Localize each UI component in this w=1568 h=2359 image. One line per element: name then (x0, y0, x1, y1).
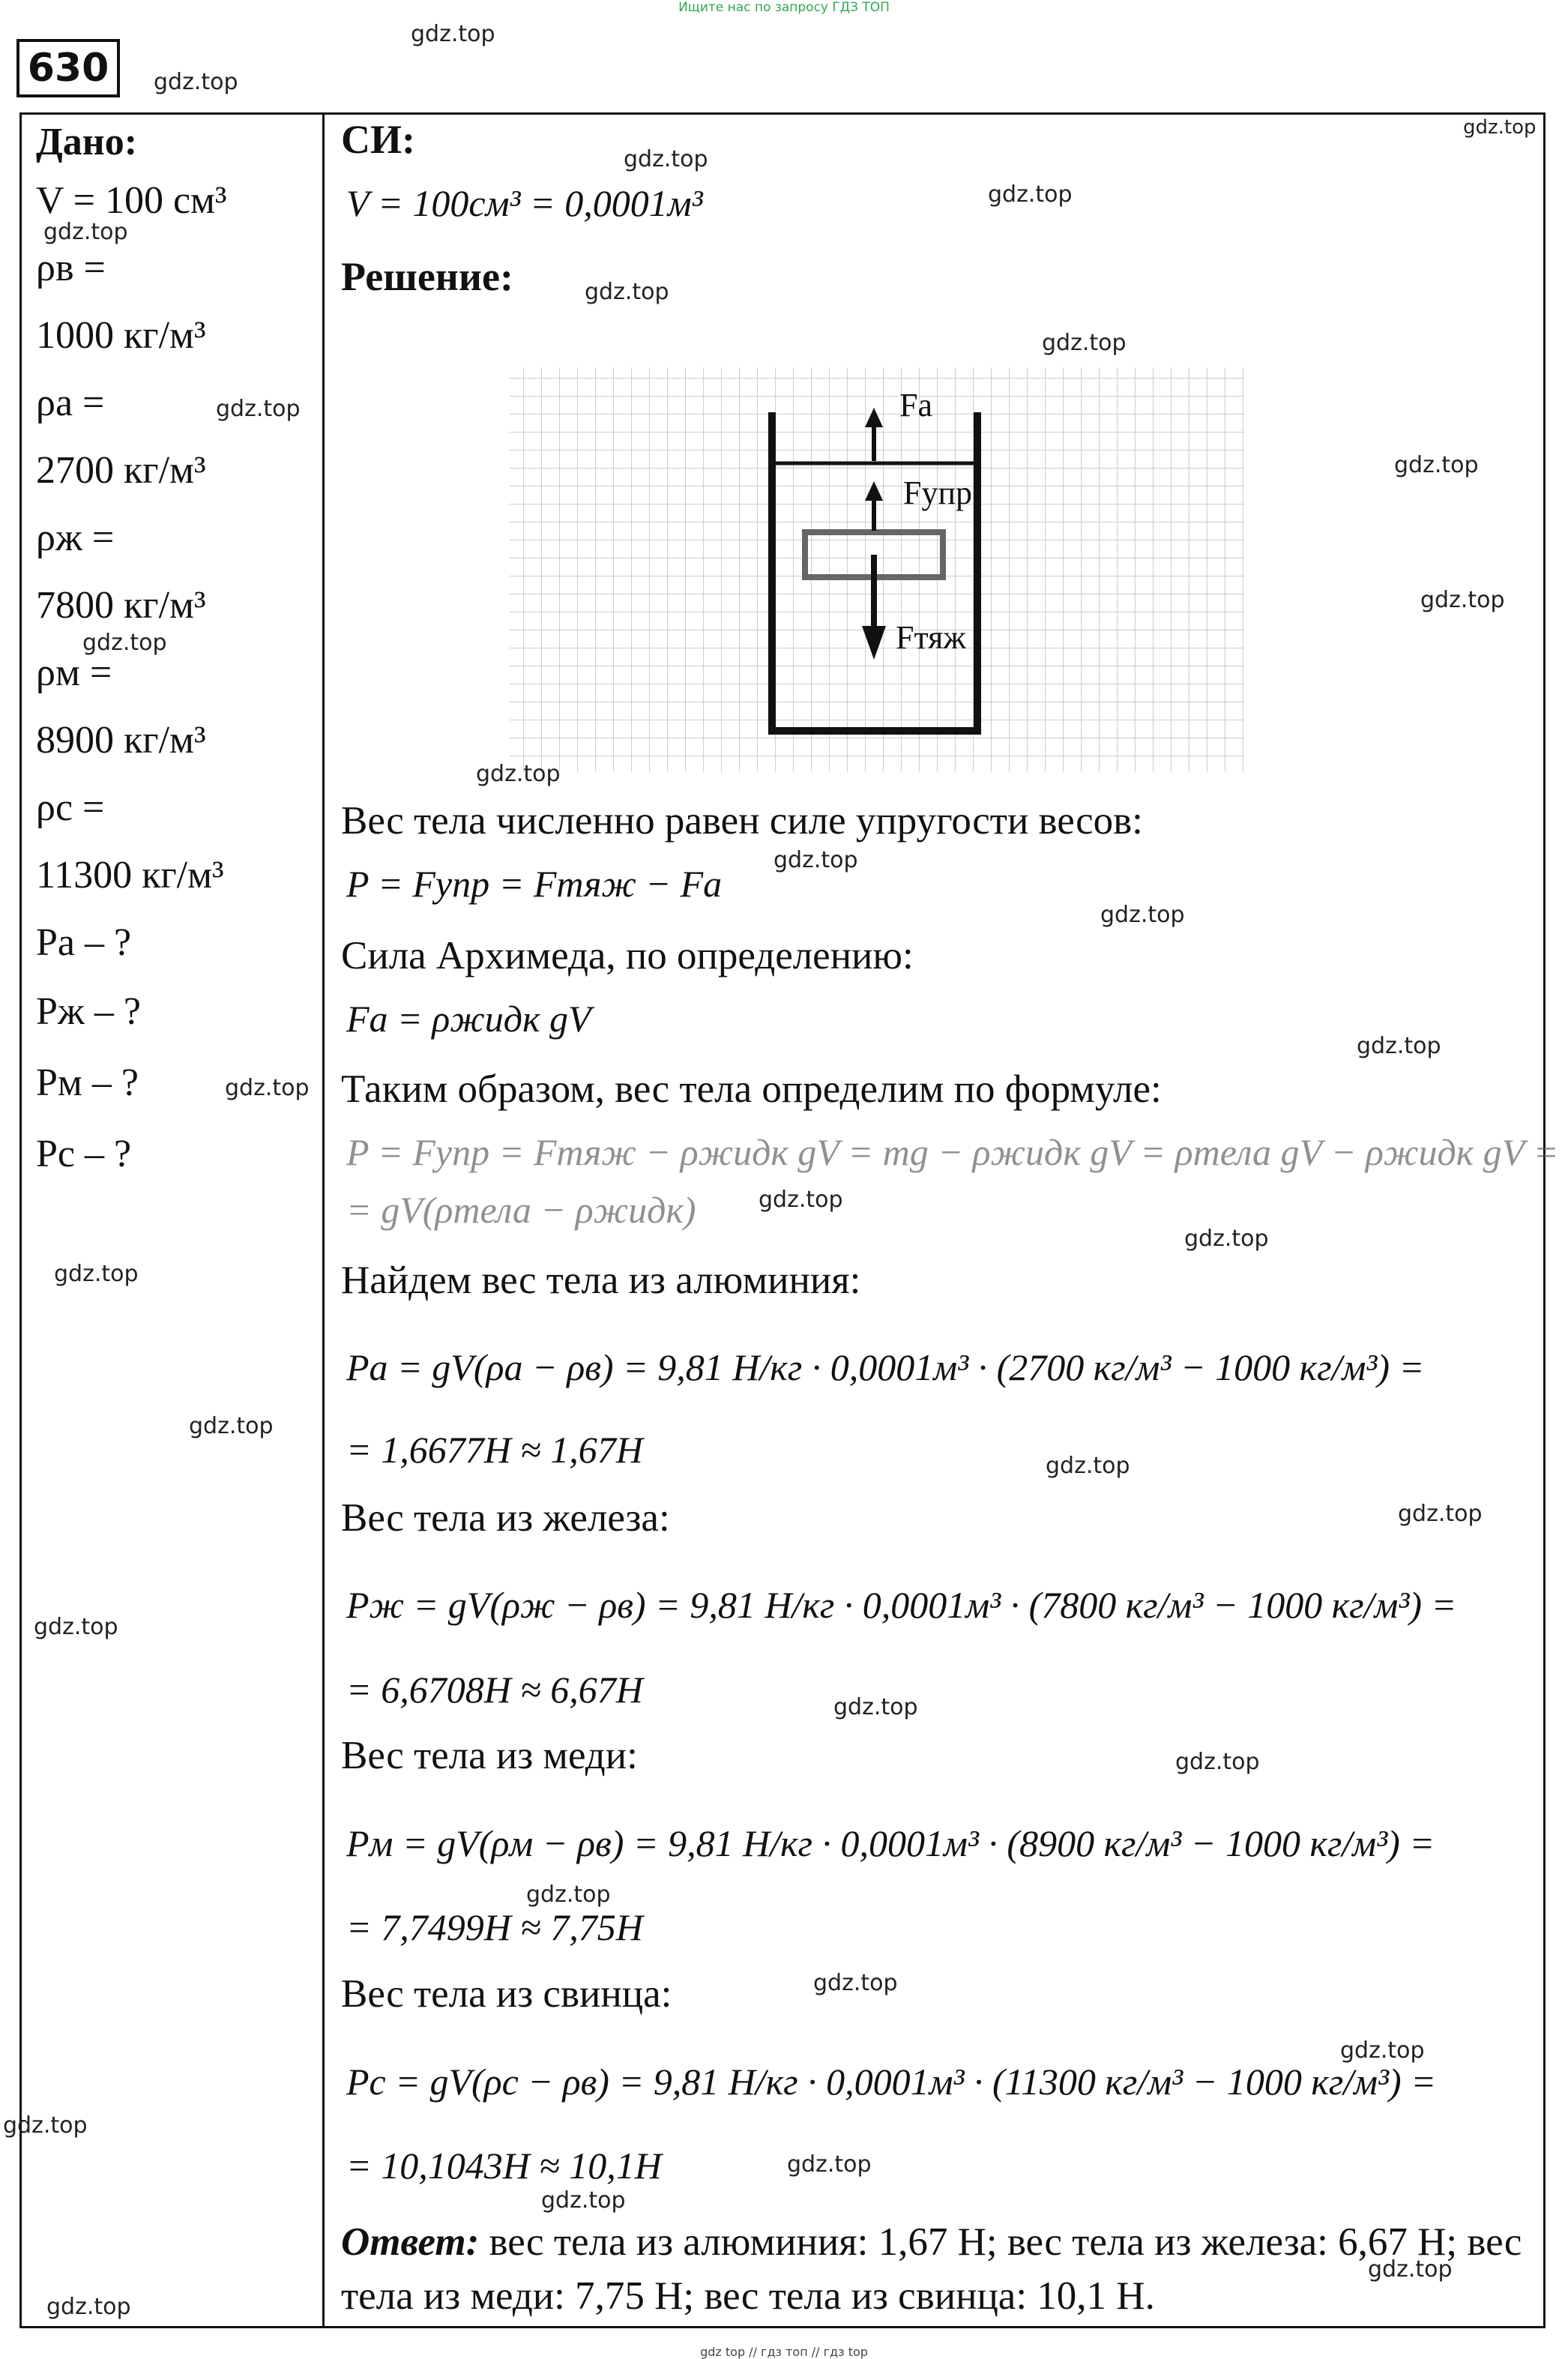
formula: = 6,6708Н ≈ 6,67Н (346, 1669, 643, 1711)
given-line: 7800 кг/м³ (36, 584, 206, 627)
solution-text: Найдем вес тела из алюминия: (341, 1259, 861, 1302)
label-fupr: Fупр (903, 474, 973, 511)
formula: = 7,7499Н ≈ 7,75Н (346, 1906, 643, 1948)
watermark: gdz.top (1420, 587, 1505, 613)
given-line: Pа – ? (36, 921, 132, 964)
top-banner: Ищите нас по запросу ГДЗ ТОП (678, 0, 890, 15)
watermark: gdz.top (1046, 1453, 1130, 1479)
formula: Fа = ρжидк gV (346, 998, 591, 1040)
solution-text: Вес тела из свинца: (341, 1972, 672, 2016)
watermark: gdz.top (1394, 452, 1479, 478)
formula: Pа = gV(ρа − ρв) = 9,81 Н/кг · 0,0001м³ · (2700 кг/м³ − 1000 кг/м³) = (346, 1346, 1425, 1388)
given-line: 2700 кг/м³ (36, 449, 206, 492)
problem-number: 630 (16, 39, 120, 97)
given-line: Pм – ? (36, 1061, 139, 1104)
watermark: gdz.top (1357, 1033, 1441, 1059)
given-line: V = 100 см³ (36, 179, 227, 222)
answer-label: Ответ: (341, 2220, 480, 2264)
formula: Pм = gV(ρм − ρв) = 9,81 Н/кг · 0,0001м³ · (8900 кг/м³ − 1000 кг/м³) = (346, 1822, 1435, 1864)
watermark: gdz.top (43, 219, 128, 245)
watermark: gdz.top (624, 146, 708, 172)
watermark: gdz.top (3, 2112, 88, 2139)
solution-text: Сила Архимеда, по определению: (341, 934, 914, 977)
watermark: gdz.top (1340, 2037, 1425, 2064)
formula: = gV(ρтела − ρжидк) (346, 1189, 696, 1231)
given-line: ρж = (36, 516, 115, 559)
given-line: 8900 кг/м³ (36, 719, 206, 762)
formula: Pж = gV(ρж − ρв) = 9,81 Н/кг · 0,0001м³ · (7800 кг/м³ − 1000 кг/м³) = (346, 1584, 1457, 1626)
watermark: gdz.top (154, 69, 238, 95)
given-line: 11300 кг/м³ (36, 854, 224, 897)
watermark: gdz.top (759, 1187, 843, 1213)
watermark: gdz.top (813, 1970, 898, 1996)
si-title: СИ: (341, 117, 415, 162)
answer (341, 2215, 1533, 2323)
formula: = 1,6677Н ≈ 1,67Н (346, 1429, 643, 1471)
watermark: gdz.top (833, 1694, 918, 1720)
watermark: gdz.top (82, 630, 167, 656)
watermark: gdz.top (476, 761, 561, 787)
watermark: gdz.top (1463, 116, 1537, 139)
formula: Pс = gV(ρс − ρв) = 9,81 Н/кг · 0,0001м³ · (11300 кг/м³ − 1000 кг/м³) = (346, 2061, 1436, 2103)
given-line: ρв = (36, 247, 106, 289)
watermark: gdz.top (34, 1614, 118, 1640)
watermark: gdz.top (585, 279, 669, 305)
answer-text: вес тела из алюминия: 1,67 Н; вес тела из железа: 6,67 Н; вес тела из меди: 7,75 Н; вес тела из свинца: 10,1 Н. (341, 2220, 1522, 2318)
solution-text: Вес тела из меди: (341, 1734, 638, 1777)
watermark: gdz.top (988, 181, 1073, 208)
watermark: gdz.top (225, 1075, 310, 1101)
watermark: gdz.top (541, 2187, 626, 2214)
watermark: gdz.top (1042, 330, 1127, 356)
watermark: gdz.top (774, 847, 858, 873)
watermark: gdz.top (411, 21, 495, 47)
formula: P = Fупр = Fтяж − ρжидк gV = mg − ρжидк gV = ρтела gV − ρжидк gV = (346, 1131, 1559, 1173)
label-fa: Fа (899, 387, 932, 424)
watermark: gdz.top (1175, 1749, 1260, 1775)
watermark: gdz.top (1100, 902, 1185, 928)
column-divider (322, 112, 325, 2328)
solution-text: Таким образом, вес тела определим по формуле: (341, 1067, 1162, 1111)
bottom-banner: gdz top // гдз топ // гдз top (700, 2345, 868, 2359)
watermark: gdz.top (1368, 2256, 1453, 2283)
watermark: gdz.top (1184, 1226, 1269, 1252)
given-line: ρа = (36, 382, 105, 424)
solution-text: Вес тела численно равен силе упругости весов: (341, 799, 1143, 843)
watermark: gdz.top (216, 396, 301, 422)
given-line: ρс = (36, 786, 105, 829)
given-line: ρм = (36, 651, 112, 694)
watermark: gdz.top (189, 1413, 274, 1439)
watermark: gdz.top (1398, 1501, 1483, 1527)
given-line: 1000 кг/м³ (36, 314, 206, 357)
si-formula: V = 100см³ = 0,0001м³ (346, 182, 703, 224)
watermark: gdz.top (54, 1261, 139, 1287)
formula: P = Fупр = Fтяж − Fа (346, 863, 723, 905)
given-line: Pс – ? (36, 1133, 132, 1175)
label-ftyazh: Fтяж (896, 619, 966, 656)
formula: = 10,1043Н ≈ 10,1Н (346, 2145, 662, 2187)
solution-text: Вес тела из железа: (341, 1496, 670, 1540)
watermark: gdz.top (787, 2151, 872, 2178)
watermark: gdz.top (526, 1882, 611, 1908)
solution-title: Решение: (341, 254, 513, 299)
given-title: Дано: (36, 121, 138, 163)
vessel-diagram (487, 360, 1252, 780)
watermark: gdz.top (46, 2294, 131, 2320)
given-line: Pж – ? (36, 990, 141, 1033)
